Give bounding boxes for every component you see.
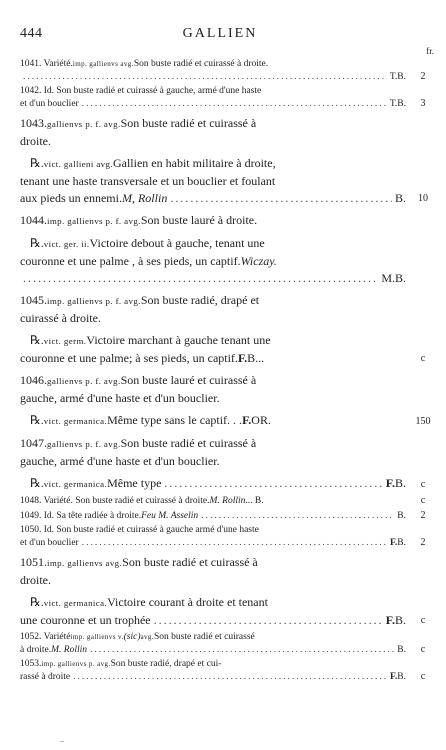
- entry-line: [20, 412, 406, 430]
- entry-text: Son buste lauré à droite.: [140, 213, 258, 227]
- entry-text: Son buste radié et cuirassé à droite.: [133, 59, 269, 69]
- entry-text: Son buste radié et cuirassé à: [120, 116, 257, 130]
- legend-text: gallienvs p. f. avg.: [47, 439, 121, 449]
- dot-leader: [73, 671, 387, 684]
- entry-text: droite.: [20, 573, 51, 587]
- rarity-value: 2: [420, 70, 426, 82]
- entry-text: Victoire debout à gauche, tenant une: [89, 236, 265, 250]
- coin-entry: [20, 58, 426, 83]
- catalogue-entries: [20, 56, 431, 683]
- collection-name: M, Rollin: [121, 191, 168, 205]
- dot-leader: [90, 644, 394, 657]
- legend-text: vict. germanica.: [43, 479, 108, 489]
- entry-text: B.: [397, 537, 406, 548]
- coin-entry: [20, 495, 426, 508]
- dot-leader: [23, 71, 387, 84]
- entry-line: [20, 115, 406, 133]
- entry-text: Son buste radié et cuirassé: [153, 632, 255, 642]
- entry-text: B.: [394, 476, 406, 490]
- collection-name: M. Rollin: [209, 496, 246, 506]
- entry-line: [20, 58, 406, 71]
- legend-text: imp. gallienvs p. avg.: [41, 660, 111, 668]
- entry-text: Victoire courant à droite et tenant: [107, 595, 268, 609]
- entry-line: [20, 71, 406, 84]
- entry-line: [20, 212, 406, 230]
- entry-line: [20, 671, 406, 684]
- dot-leader: [201, 510, 394, 523]
- entry-text: ℞.: [30, 413, 44, 427]
- legend-text: vict. ger. ii.: [43, 239, 90, 249]
- entry-text: 1045.: [20, 293, 47, 307]
- grade-mark: F.: [389, 671, 398, 682]
- collection-name: Feu M. Asselin: [141, 510, 199, 521]
- entry-text: 1044.: [20, 213, 47, 227]
- entry-text: ℞.: [30, 156, 44, 170]
- reverse-description: [20, 475, 426, 493]
- entry-line: [20, 350, 406, 367]
- coin-entry: [20, 509, 426, 523]
- reverse-description: [20, 412, 431, 430]
- dot-leader: [82, 98, 387, 111]
- entry-text: 1047.: [20, 436, 47, 450]
- entry-line: [20, 190, 406, 207]
- entry-line: [20, 510, 406, 523]
- coin-entry: [20, 554, 418, 589]
- rarity-value: c: [420, 479, 426, 490]
- legend-text: gallienvs p. f. avg.: [47, 376, 121, 386]
- legend-text: avg.: [140, 633, 154, 641]
- entry-line: [20, 631, 406, 644]
- entry-line: [20, 658, 406, 671]
- entry-text: rassé à droite: [20, 671, 71, 682]
- legend-text: vict. germanica.: [43, 598, 108, 608]
- entry-text: B.: [394, 613, 406, 627]
- entry-text: Victoire marchant à gauche tenant une: [86, 333, 271, 347]
- legend-text: imp. gallienvs avg.: [72, 60, 134, 68]
- entry-line: [20, 133, 406, 150]
- entry-line: [20, 173, 406, 190]
- grade-mark: F.: [385, 476, 395, 490]
- entry-text: Son buste radié, drapé et cui-: [110, 659, 222, 669]
- entry-text: 1043.: [20, 116, 47, 130]
- entry-text: 1050. Id. Son buste radié et cuirassé à gauche armé d'une haste: [20, 525, 259, 535]
- entry-text: Gallien en habit militaire à droite,: [112, 156, 276, 170]
- coin-entry: [20, 524, 426, 549]
- coin-entry: [20, 631, 426, 656]
- legend-text: imp. gallienvs p. f. avg.: [47, 216, 141, 226]
- entry-text: Même type sans le captif. . .: [107, 413, 243, 427]
- entry-line: [20, 475, 406, 493]
- rarity-value: 10: [418, 193, 428, 204]
- entry-text: droite.: [20, 134, 51, 148]
- entry-line: [20, 524, 406, 537]
- rarity-value: 3: [420, 97, 426, 109]
- coin-entry: [20, 85, 426, 110]
- coin-entry: [20, 372, 418, 407]
- entry-text: ℞.: [30, 476, 44, 490]
- entry-text: 1053.: [20, 659, 42, 669]
- rarity-value: 2: [420, 536, 426, 548]
- entry-text: et d'un bouclier: [20, 98, 79, 109]
- entry-text: ℞.: [30, 236, 44, 250]
- rarity-value: c: [420, 353, 426, 364]
- entry-text: B...: [247, 351, 265, 365]
- entry-text: ℞.: [30, 595, 44, 609]
- coin-entry: [20, 115, 418, 150]
- grade-mark: F.: [237, 351, 248, 365]
- legend-text: imp. gallienvs v.: [70, 633, 124, 641]
- entry-line: [20, 332, 406, 350]
- entry-text: T.B.: [389, 71, 406, 82]
- entry-line: [20, 554, 406, 572]
- entry-line: [20, 435, 406, 453]
- dot-leader: [154, 612, 383, 629]
- entry-text: aux pieds un ennemi.: [20, 191, 122, 205]
- collection-name: Wiczay.: [240, 254, 277, 268]
- entry-line: [20, 292, 406, 310]
- legend-text: imp. gallienvs avg.: [47, 558, 123, 568]
- entry-line: [20, 453, 406, 470]
- entry-line: [20, 372, 406, 390]
- entry-text: B.: [397, 644, 406, 655]
- entry-text: Même type: [107, 476, 162, 490]
- entry-text: et d'un bouclier: [20, 537, 79, 548]
- rarity-column-heading: fr.: [426, 46, 434, 56]
- entry-text: B.: [397, 510, 406, 521]
- entry-text: 1046.: [20, 373, 47, 387]
- entry-text: ℞.: [30, 333, 44, 347]
- entry-line: [20, 612, 406, 629]
- dot-leader: [23, 270, 378, 287]
- running-title: GALLIEN: [182, 26, 258, 41]
- entry-line: [20, 98, 406, 111]
- reverse-description: [20, 594, 426, 629]
- reverse-description: [20, 235, 418, 287]
- entry-line: [20, 270, 406, 287]
- entry-line: [20, 85, 406, 98]
- rarity-value: c: [420, 615, 426, 626]
- dot-leader: [82, 537, 387, 550]
- entry-line: [20, 594, 406, 612]
- entry-text: Son buste radié, drapé et: [140, 293, 260, 307]
- entry-text: 1049. Id. Sa tête radiée à droite.: [20, 510, 142, 521]
- entry-text: B.: [394, 191, 406, 205]
- entry-text: T.B.: [389, 98, 406, 109]
- entry-text: OR.: [251, 413, 271, 427]
- grade-mark: F.: [385, 613, 395, 627]
- entry-line: [20, 644, 406, 657]
- entry-text: 1041. Variété.: [20, 59, 73, 69]
- entry-line: [20, 572, 406, 589]
- entry-text: Son buste radié et cuirassé à: [122, 555, 258, 569]
- entry-text: à droite.: [20, 644, 52, 655]
- grade-mark: F.: [389, 537, 398, 548]
- entry-text: 1042. Id. Son buste radié et cuirassé à gauche, armé d'une haste: [20, 86, 262, 96]
- entry-line: [20, 235, 406, 253]
- entry-text: gauche, armé d'une haste et d'un bouclier.: [20, 454, 220, 468]
- coin-entry: [20, 292, 418, 327]
- grade-mark: F.: [242, 413, 252, 427]
- page-number: 444: [20, 26, 43, 41]
- page-footer-mark: [60, 741, 64, 742]
- dot-leader: [164, 475, 382, 492]
- rarity-value: 2: [420, 509, 426, 521]
- reverse-description: [20, 155, 428, 207]
- entry-line: [20, 155, 406, 173]
- page-header: [20, 26, 420, 46]
- entry-text: 1051.: [20, 555, 47, 569]
- legend-text: gallienvs p. f. avg.: [47, 119, 121, 129]
- entry-text: B.: [397, 671, 406, 682]
- entry-text: ... B.: [245, 496, 264, 506]
- entry-text: cuirassé à droite.: [20, 311, 101, 325]
- entry-line: [20, 253, 406, 270]
- entry-line: [20, 310, 406, 327]
- entry-line: [20, 537, 406, 550]
- legend-text: vict. gallieni avg.: [43, 159, 113, 169]
- entry-text: une couronne et un trophée: [20, 613, 151, 627]
- rarity-value: c: [420, 670, 426, 682]
- entry-text: couronne et une palme , à ses pieds, un captif.: [20, 254, 241, 268]
- rarity-value: c: [420, 643, 426, 655]
- entry-line: [20, 390, 406, 407]
- rarity-value: c: [420, 495, 426, 506]
- entry-text: gauche, armé d'une haste et d'un bouclier.: [20, 391, 220, 405]
- entry-text: M.B.: [381, 271, 406, 285]
- entry-text: Son buste lauré et cuirassé à: [120, 373, 257, 387]
- collection-name: M. Rollin: [51, 644, 88, 655]
- dot-leader: [170, 190, 392, 207]
- entry-line: [20, 495, 406, 508]
- legend-text: vict. germanica.: [43, 416, 108, 426]
- coin-entry: [20, 435, 418, 470]
- legend-text: vict. germ.: [43, 336, 87, 346]
- entry-text: 1048. Variété. Son buste radié et cuirassé à droite.: [20, 496, 210, 506]
- entry-text: tenant une haste transversale et un bouclier et foulant: [20, 174, 276, 188]
- collection-name: (sic): [123, 632, 141, 642]
- legend-text: imp. gallienvs p. f. avg.: [47, 296, 141, 306]
- coin-entry: [20, 212, 418, 230]
- entry-text: 1052. Variété: [20, 632, 71, 642]
- rarity-value: 150: [415, 416, 431, 427]
- reverse-description: [20, 332, 426, 367]
- entry-text: Son buste radié et cuirassé à: [120, 436, 257, 450]
- entry-text: couronne et une palme; à ses pieds, un captif.: [20, 351, 238, 365]
- coin-entry: [20, 658, 426, 683]
